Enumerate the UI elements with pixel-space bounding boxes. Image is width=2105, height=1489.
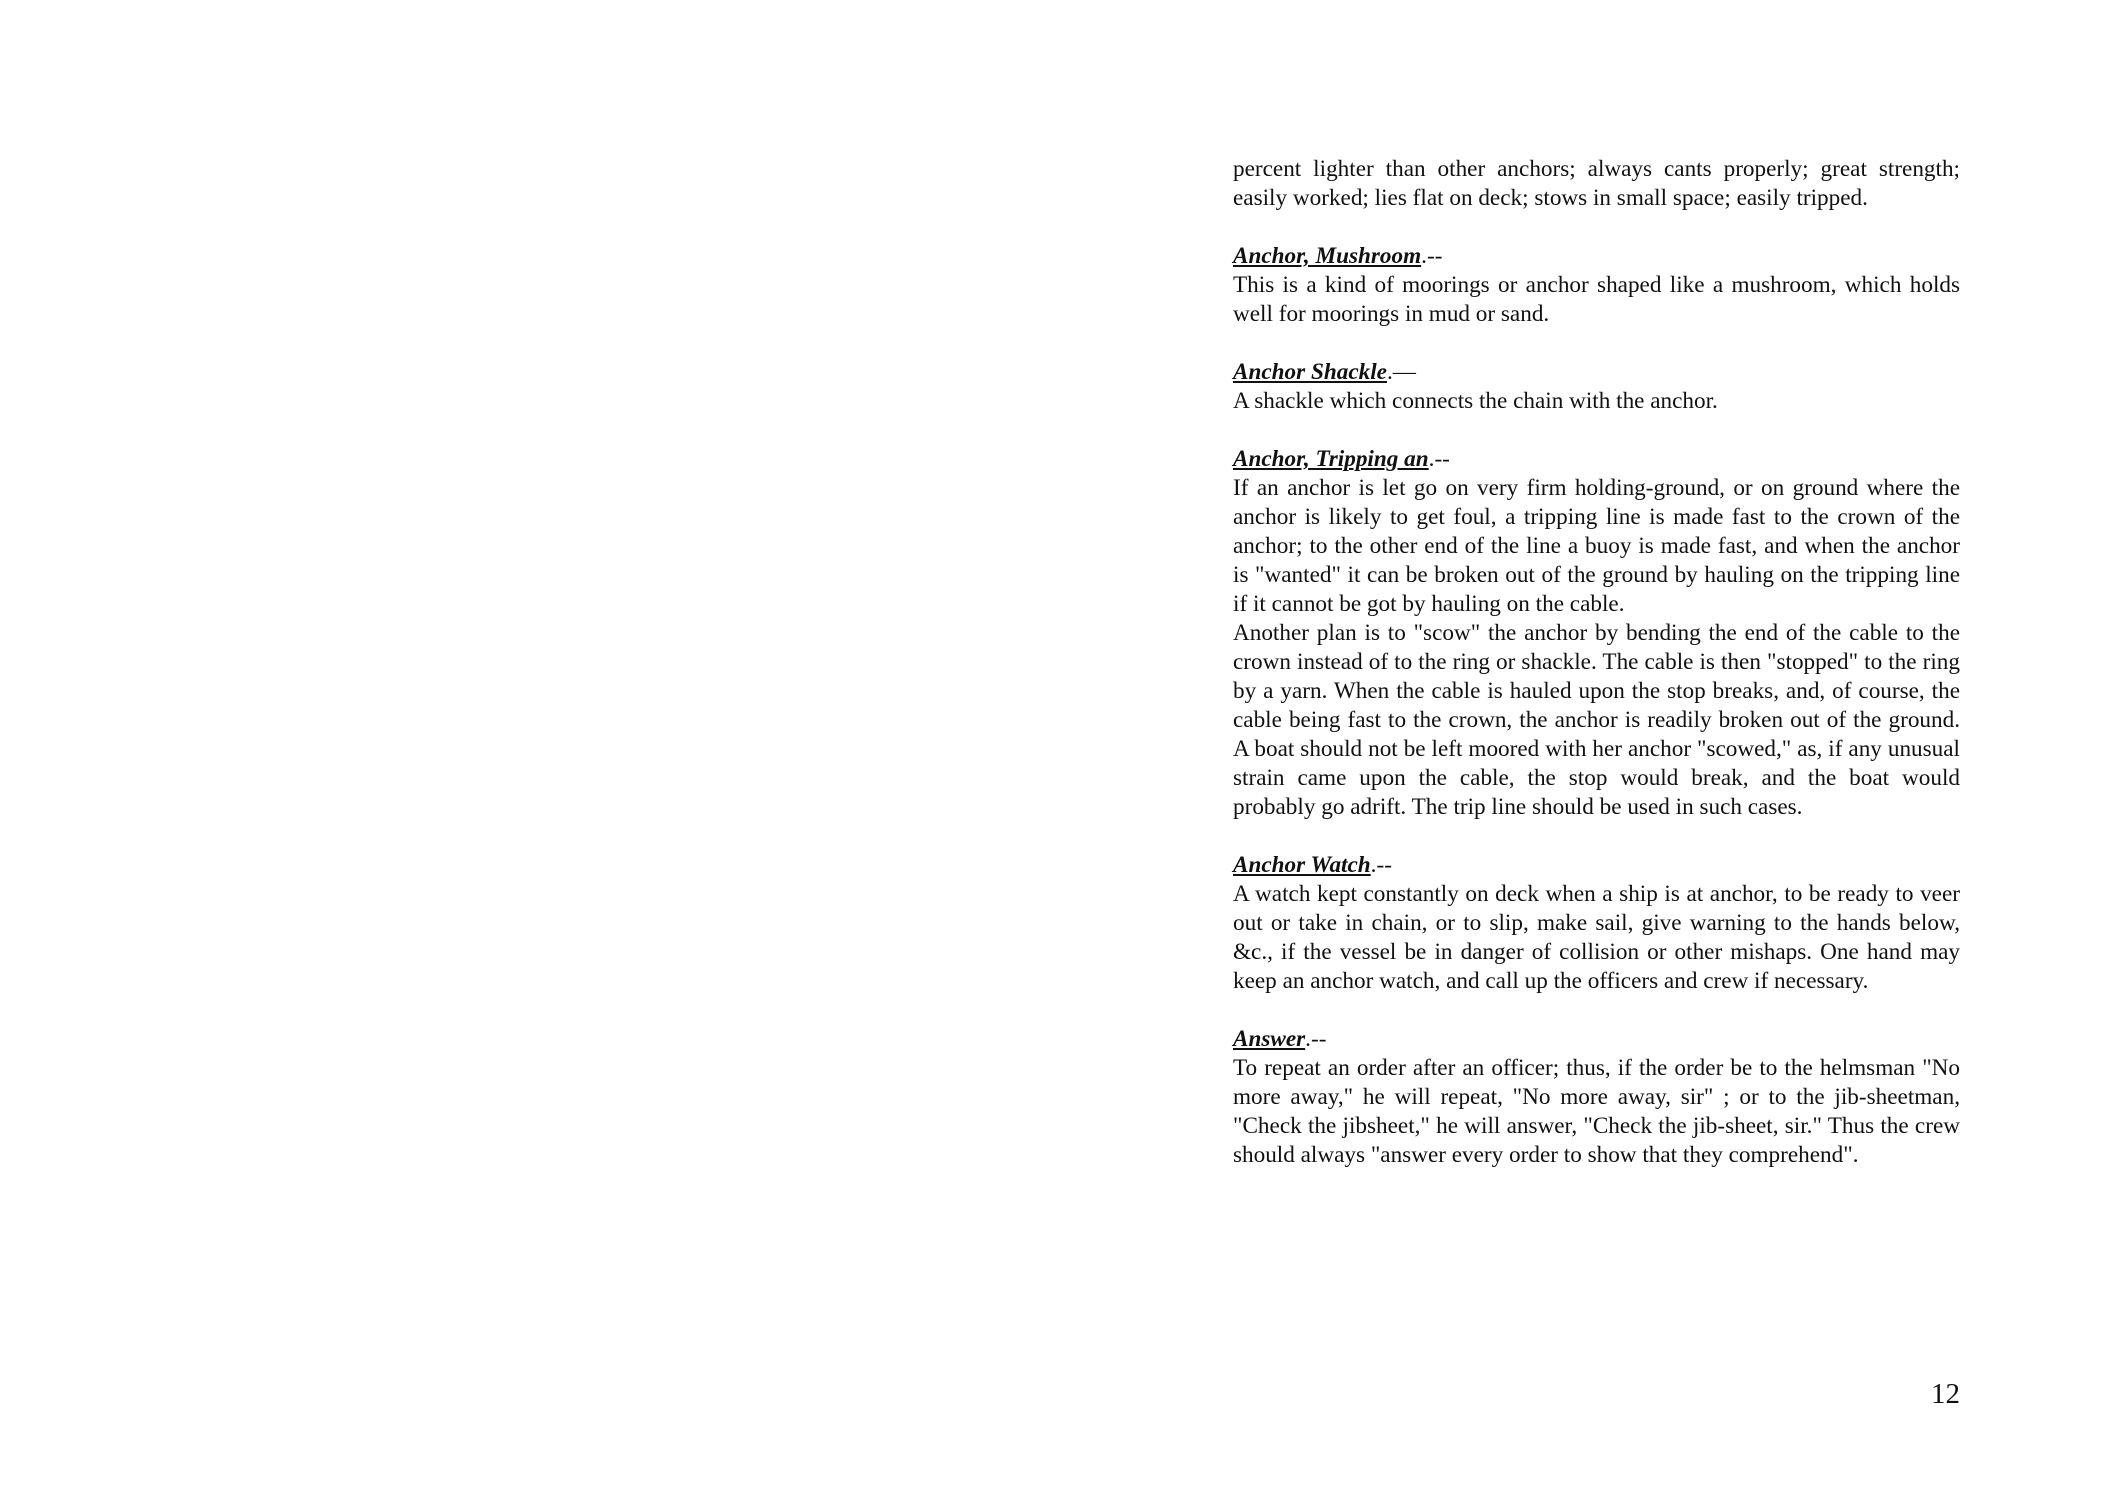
entry-answer [1233, 1025, 1960, 1170]
entry-term-suffix: .— [1386, 359, 1416, 385]
entry-anchor-shackle [1233, 358, 1960, 416]
entry-anchor-watch [1233, 851, 1960, 996]
entry-definition: A shackle which connects the chain with the anchor. [1233, 388, 1718, 414]
entry-term: Anchor, Mushroom [1233, 243, 1422, 269]
entry-definition: This is a kind of moorings or anchor shaped like a mushroom, which holds well for moorings in mud or sand. [1233, 272, 1960, 327]
entry-anchor-mushroom [1233, 242, 1960, 329]
entry-term: Anchor Shackle [1233, 359, 1387, 385]
entry-heading [1233, 445, 1960, 474]
entry-term: Anchor Watch [1233, 852, 1371, 878]
entry-heading [1233, 242, 1960, 271]
entry-heading [1233, 358, 1960, 387]
entry-term: Anchor, Tripping an [1233, 446, 1429, 472]
entry-term-suffix: .-- [1305, 1026, 1327, 1052]
entry-heading [1233, 851, 1960, 880]
page-text-column [1233, 155, 1960, 1170]
intro-paragraph: percent lighter than other anchors; always cants properly; great strength; easily worked; lies flat on deck; stows in small space; easily tripped. [1233, 156, 1960, 211]
entry-term-suffix: .-- [1428, 446, 1450, 472]
entry-term: Answer [1233, 1026, 1306, 1052]
entry-heading [1233, 1025, 1960, 1054]
entry-definition: If an anchor is let go on very firm holding-ground, or on ground where the anchor is likely to get foul, a tripping line is made fast to the crown of the anchor; to the other end of the line a buoy is made fast, and when the anchor is "wanted" it can be broken out of the ground by hauling on the tripping line if it cannot be got by hauling on the cable. [1233, 475, 1960, 617]
entry-definition: To repeat an order after an officer; thus, if the order be to the helmsman "No more away," he will repeat, "No more away, sir" ; or to the jib-sheetman, "Check the jibsheet," he will answer, "Check the jib-sheet, sir." Thus the crew should always "answer every order to show that they comprehend". [1233, 1055, 1960, 1168]
entry-definition-continued: Another plan is to "scow" the anchor by bending the end of the cable to the crown instead of to the ring or shackle. The cable is then "stopped" to the ring by a yarn. When the cable is hauled upon the stop breaks, and, of course, the cable being fast to the crown, the anchor is readily broken out of the ground. A boat should not be left moored with her anchor "scowed," as, if any unusual strain came upon the cable, the stop would break, and the boat would probably go adrift. The trip line should be used in such cases. [1233, 620, 1960, 820]
entry-anchor-tripping [1233, 445, 1960, 822]
entry-definition: A watch kept constantly on deck when a ship is at anchor, to be ready to veer out or take in chain, or to slip, make sail, give warning to the hands below, &c., if the vessel be in danger of collision or other mishaps. One hand may keep an anchor watch, and call up the officers and crew if necessary. [1233, 881, 1960, 994]
page-number: 12 [1931, 1378, 1960, 1410]
entry-term-suffix: .-- [1370, 852, 1392, 878]
entry-term-suffix: .-- [1421, 243, 1443, 269]
